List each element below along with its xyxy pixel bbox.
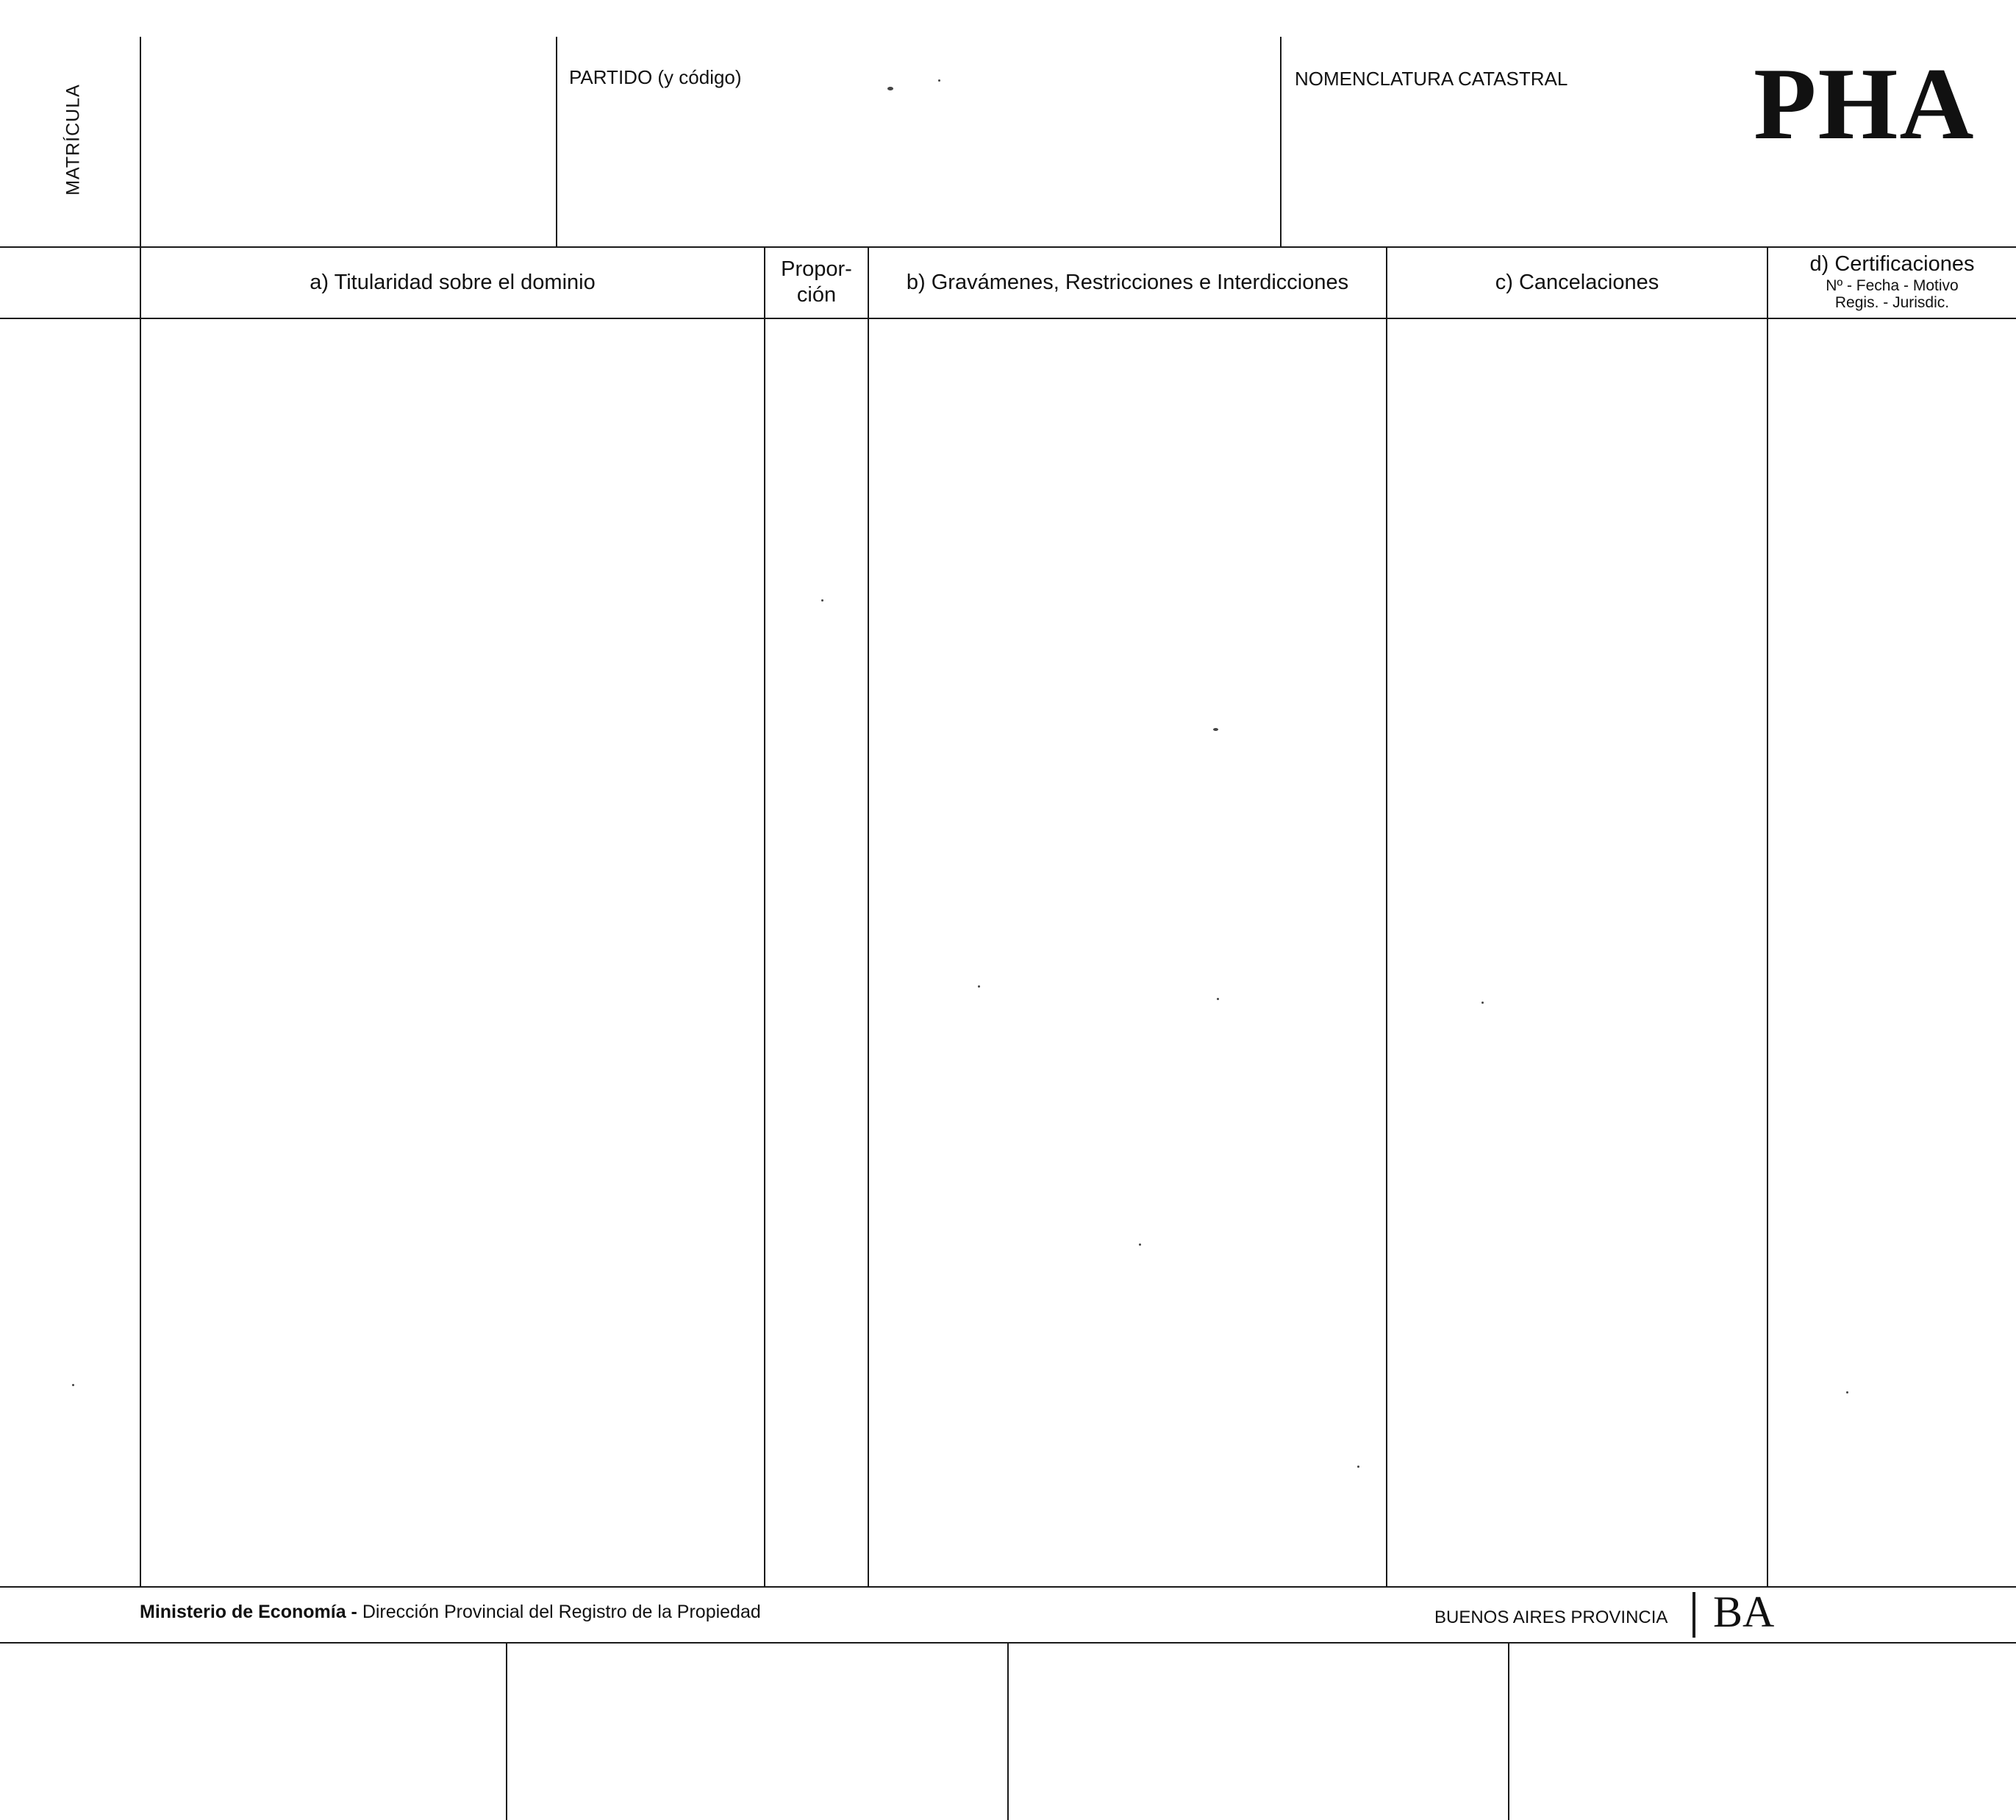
cancelaciones-label: c) Cancelaciones <box>1495 270 1659 294</box>
column-divider-cancelaciones <box>1386 246 1387 1587</box>
form-code: PHA <box>1754 47 1976 161</box>
bottom-strip-divider-3 <box>1508 1642 1509 1820</box>
footer-ministry <box>140 1602 761 1623</box>
titularidad-label: a) Titularidad sobre el dominio <box>310 270 596 294</box>
scan-speck <box>1139 1243 1141 1246</box>
ministerio-label: Ministerio de Economía - <box>140 1602 357 1622</box>
column-header-certificaciones <box>1768 247 2016 318</box>
scan-speck <box>821 599 823 602</box>
certificaciones-sub1: Nº - Fecha - Motivo <box>1826 276 1959 294</box>
scan-speck <box>938 79 940 82</box>
column-header-cancelaciones <box>1387 247 1767 318</box>
ba-logo: BA <box>1713 1588 1775 1636</box>
bottom-strip-divider-1 <box>506 1642 507 1820</box>
provincia-label: BUENOS AIRES PROVINCIA <box>1434 1607 1668 1627</box>
header-divider-partido <box>556 37 557 246</box>
bottom-strip-divider-2 <box>1007 1642 1009 1820</box>
scan-speck <box>1213 728 1218 731</box>
nomenclatura-label: NOMENCLATURA CATASTRAL <box>1295 68 1568 90</box>
partido-label: PARTIDO (y código) <box>569 66 742 88</box>
column-header-proporcion <box>765 247 868 318</box>
column-header-bottom-rule <box>0 318 2016 319</box>
column-divider-left <box>140 246 141 1587</box>
matricula-label: MATRÍCULA <box>62 84 84 196</box>
certificaciones-title: d) Certificaciones <box>1809 252 1975 276</box>
proporcion-label-line1: Propor- <box>781 257 852 282</box>
scan-speck <box>72 1384 74 1386</box>
header-divider-nomenclatura <box>1280 37 1282 246</box>
gravamenes-label: b) Gravámenes, Restricciones e Interdicciones <box>906 270 1349 294</box>
scan-speck <box>1217 998 1219 1000</box>
column-header-titularidad <box>141 247 764 318</box>
scan-speck <box>978 985 980 988</box>
logo-bar <box>1692 1592 1695 1638</box>
scan-speck <box>1481 1002 1484 1004</box>
direccion-label: Dirección Provincial del Registro de la Propiedad <box>362 1602 761 1622</box>
scan-speck <box>1846 1391 1848 1393</box>
scan-speck <box>887 87 893 90</box>
column-divider-certificaciones <box>1767 246 1768 1587</box>
proporcion-label-line2: ción <box>796 283 837 307</box>
header-divider-matricula <box>140 37 141 246</box>
column-divider-gravamenes <box>868 246 869 1587</box>
column-header-gravamenes <box>869 247 1386 318</box>
column-divider-proporcion <box>764 246 765 1587</box>
scan-speck <box>1357 1466 1359 1468</box>
certificaciones-sub2: Regis. - Jurisdic. <box>1834 293 1950 311</box>
